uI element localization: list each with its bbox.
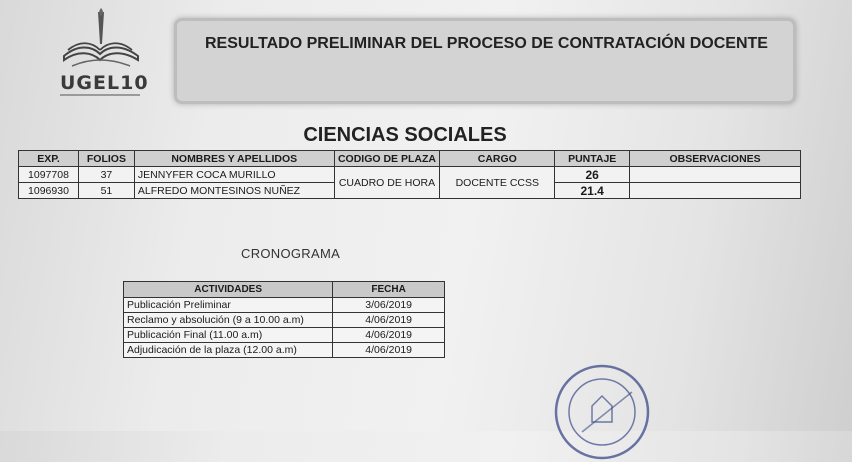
cell-date: 4/06/2019 xyxy=(333,328,445,343)
table-row xyxy=(124,328,445,343)
cell-folios: 37 xyxy=(78,167,134,183)
schedule-header-row xyxy=(124,282,445,298)
col-activities: ACTIVIDADES xyxy=(124,282,333,298)
cell-observations xyxy=(630,183,801,199)
col-observaciones: OBSERVACIONES xyxy=(630,151,801,167)
cell-date: 4/06/2019 xyxy=(333,343,445,358)
results-table xyxy=(18,150,801,199)
schedule-heading: CRONOGRAMA xyxy=(241,246,341,261)
col-codigo-plaza: CODIGO DE PLAZA xyxy=(334,151,440,167)
logo-text: UGEL10 xyxy=(60,72,149,94)
cell-score: 21.4 xyxy=(555,183,630,199)
cell-activity: Publicación Preliminar xyxy=(124,298,333,313)
schedule-table xyxy=(123,281,445,358)
cell-folios: 51 xyxy=(78,183,134,199)
title-banner xyxy=(174,18,796,104)
cell-exp: 1096930 xyxy=(19,183,79,199)
col-names: NOMBRES Y APELLIDOS xyxy=(134,151,334,167)
subject-heading: CIENCIAS SOCIALES xyxy=(303,124,507,146)
cell-date: 4/06/2019 xyxy=(333,313,445,328)
cell-cargo: DOCENTE CCSS xyxy=(440,167,555,199)
cell-exp: 1097708 xyxy=(19,167,79,183)
table-row xyxy=(124,298,445,313)
col-cargo: CARGO xyxy=(440,151,555,167)
ugel-logo xyxy=(58,8,149,98)
results-header-row xyxy=(19,151,801,167)
col-puntaje: PUNTAJE xyxy=(555,151,630,167)
col-folios: FOLIOS xyxy=(78,151,134,167)
cell-date: 3/06/2019 xyxy=(333,298,445,313)
book-torch-icon xyxy=(58,8,144,72)
cell-activity: Reclamo y absolución (9 a 10.00 a.m) xyxy=(124,313,333,328)
cell-activity: Adjudicación de la plaza (12.00 a.m) xyxy=(124,343,333,358)
page-title: RESULTADO PRELIMINAR DEL PROCESO DE CONTRATACIÓN DOCENTE xyxy=(205,35,768,52)
official-stamp-icon xyxy=(552,362,652,462)
col-date: FECHA xyxy=(333,282,445,298)
cell-activity: Publicación Final (11.00 a.m) xyxy=(124,328,333,343)
table-row xyxy=(124,343,445,358)
logo-underline xyxy=(60,94,140,96)
table-row xyxy=(124,313,445,328)
cell-codigo-plaza: CUADRO DE HORA xyxy=(334,167,440,199)
cell-observations xyxy=(630,167,801,183)
table-row xyxy=(19,167,801,183)
cell-score: 26 xyxy=(555,167,630,183)
cell-name: JENNYFER COCA MURILLO xyxy=(134,167,334,183)
cell-name: ALFREDO MONTESINOS NUÑEZ xyxy=(134,183,334,199)
col-exp: EXP. xyxy=(19,151,79,167)
